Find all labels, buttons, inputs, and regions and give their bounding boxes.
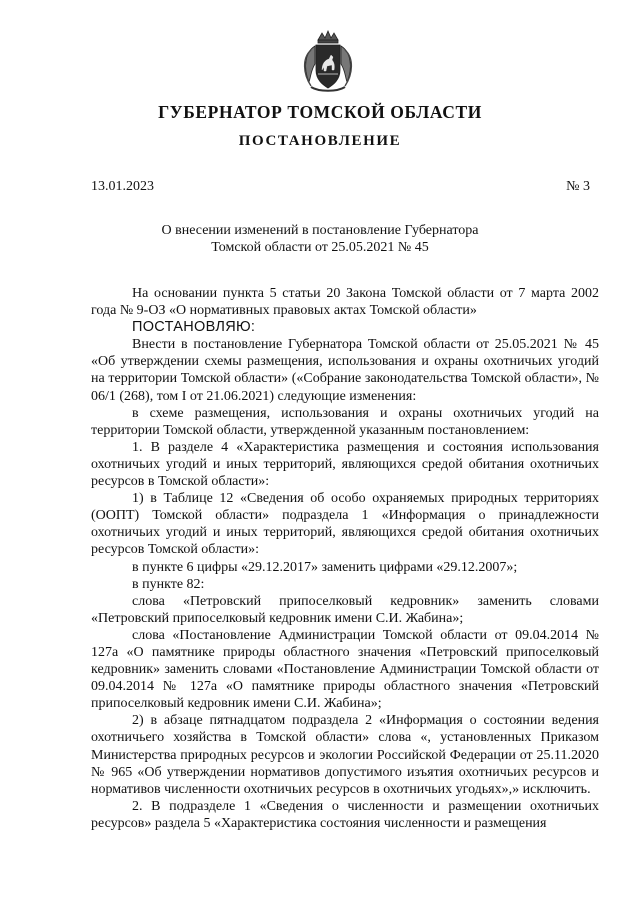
document-date: 13.01.2023 <box>91 179 154 194</box>
document-body <box>91 285 599 832</box>
body-paragraph: слова «Постановление Администрации Томской области от 09.04.2014 № 127а «О памятнике природы областного значения «Петровский припоселковый кедровник» заменить словами «Постановление Администрации Томской области от 09.04.2014 № 127а «О памятнике природы областного значения «Петровский припоселковый кедровник имени С.И. Жабина»; <box>91 627 599 712</box>
body-paragraph: 2. В подразделе 1 «Сведения о численности и размещении охотничьих ресурсов» раздела 5 «Характеристика состояния численности и размещения <box>91 798 599 831</box>
body-paragraph: в схеме размещения, использования и охраны охотничьих угодий на территории Томской области, утвержденной указанным постановлением: <box>91 405 599 438</box>
subject-line: О внесении изменений в постановление Губернатора <box>161 223 479 238</box>
subject-line: Томской области от 25.05.2021 № 45 <box>211 240 429 255</box>
body-paragraph: Внести в постановление Губернатора Томской области от 25.05.2021 № 45 «Об утверждении схемы размещения, использования и охраны охотничьих угодий на территории Томской области» («Собрание законодательства Томской области», № 06/1 (268), том I от 21.06.2021) следующие изменения: <box>91 337 599 404</box>
body-paragraph: 1. В разделе 4 «Характеристика размещения и состояния использования охотничьих угодий и иных территорий, являющихся средой обитания охотничьих ресурсов в Томской области»: <box>91 439 599 490</box>
document-number: № 3 <box>566 179 590 194</box>
document-subject <box>0 222 640 256</box>
governor-title: ГУБЕРНАТОР ТОМСКОЙ ОБЛАСТИ <box>158 102 482 122</box>
body-paragraph: 2) в абзаце пятнадцатом подраздела 2 «Информация о состоянии ведения охотничьего хозяйства в Томской области» слова «, установленных Приказом Министерства природных ресурсов и экологии Российской Федерации от 25.11.2020 № 965 «Об утверждении нормативов допустимого изъятия охотничьих ресурсов и нормативов численности охотничьих ресурсов в охотничьих угодьях»,» исключить. <box>91 713 599 797</box>
body-paragraph: 1) в Таблице 12 «Сведения об особо охраняемых природных территориях (ООПТ) Томской области» подраздела 1 «Информация о принадлежности охотничьих угодий и иных территорий, являющихся средой обитания охотничьих ресурсов Томской области»: <box>91 491 599 558</box>
body-paragraph: На основании пункта 5 статьи 20 Закона Томской области от 7 марта 2002 года № 9-ОЗ «О нормативных правовых актах Томской области» <box>91 286 599 319</box>
body-paragraph: в пункте 6 цифры «29.12.2017» заменить цифрами «29.12.2007»; <box>132 559 518 575</box>
document-type-title: ПОСТАНОВЛЕНИЕ <box>238 133 402 149</box>
body-paragraph: в пункте 82: <box>132 576 205 592</box>
tomsk-coat-of-arms-icon <box>299 30 357 94</box>
decree-word: ПОСТАНОВЛЯЮ: <box>132 319 256 336</box>
body-paragraph: слова «Петровский припоселковый кедровник» заменить словами «Петровский припоселковый кедровник имени С.И. Жабина»; <box>91 593 599 626</box>
